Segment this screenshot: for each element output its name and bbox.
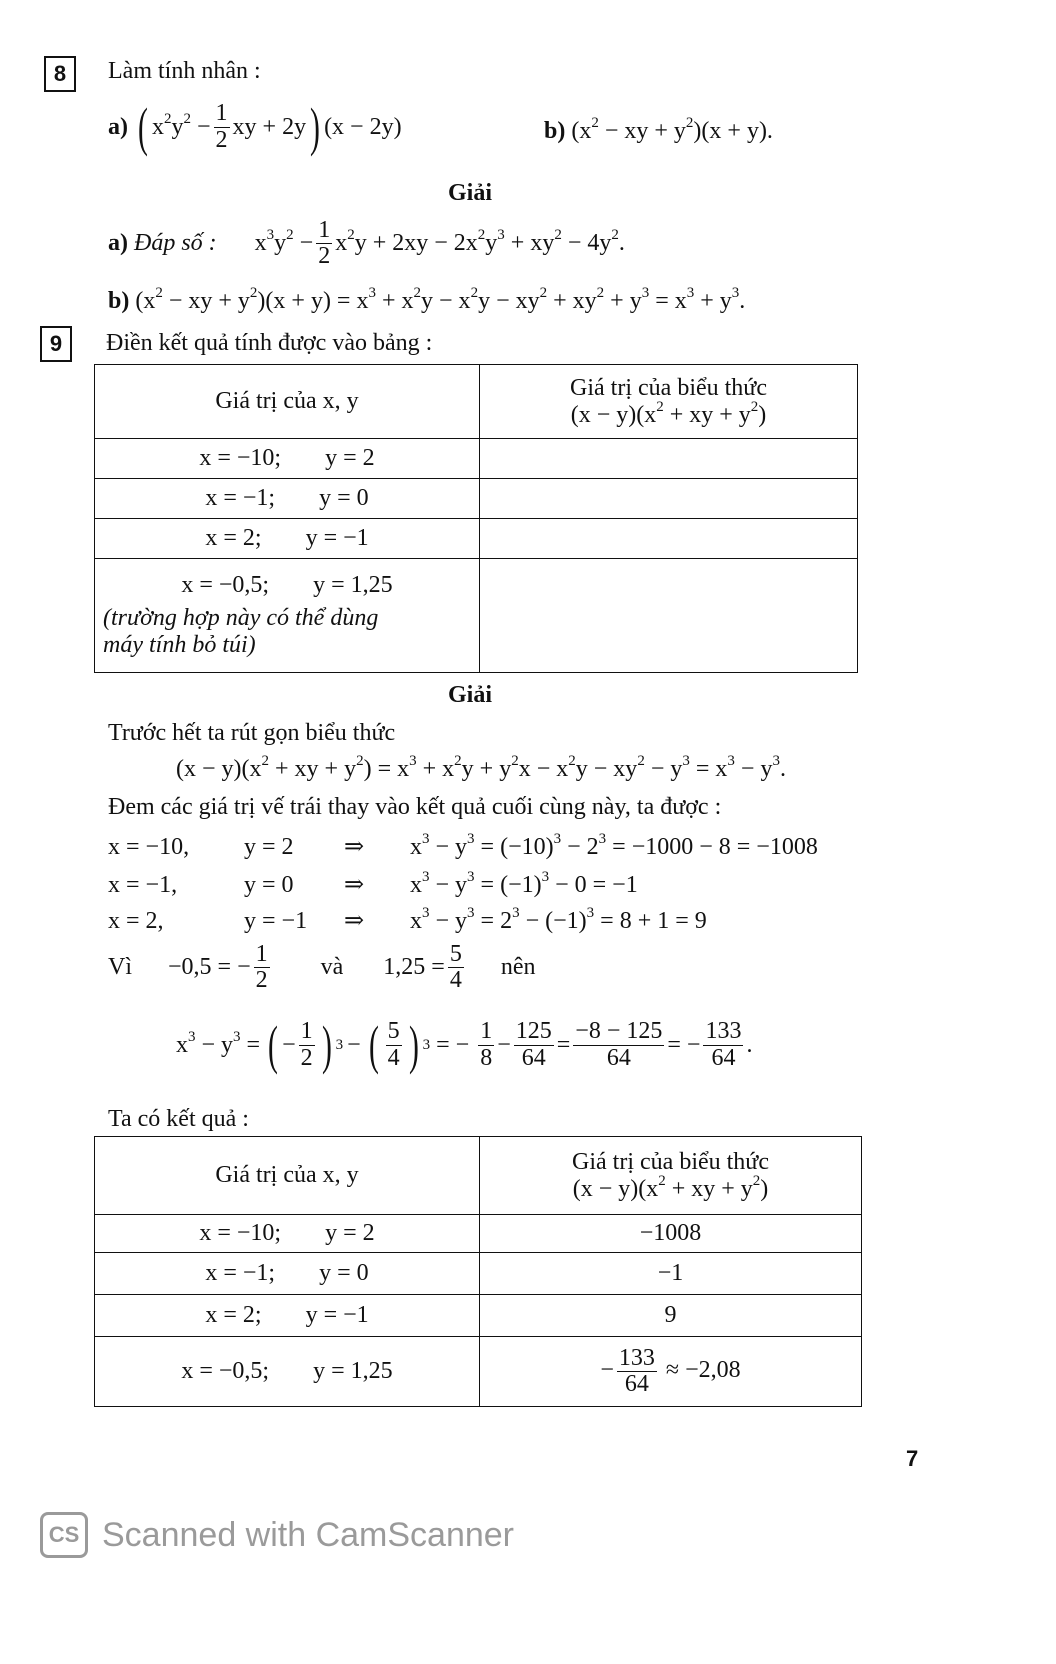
fraction-one-half: $\frac{1}{2}$: [215, 100, 228, 153]
intro-text: Trước hết ta rút gọn biểu thức: [108, 720, 396, 746]
calc-row: x = −10, y = 2 ⇒ $x^3 - y^3 = (-10)^3 - 2^3 = -1000 - 8 = -1008$: [108, 831, 818, 860]
solution-heading-8: Giải: [448, 180, 493, 206]
result-intro: Ta có kết quả :: [108, 1106, 249, 1132]
expr-a-pre: $x^2y^2$ −: [151, 110, 211, 140]
exercise-8-part-a: a) ( $x^2y^2$ − $\frac{1}{2}$ xy + 2y ) (x − 2y): [108, 97, 402, 157]
empty-cell[interactable]: [480, 479, 858, 519]
table-row: x = −0,5; y = 1,25 − $\frac{133}{64}$ ≈ −2,08: [95, 1337, 862, 1407]
answer-8b: b) ($x^2$ − xy + $y^2)(x + y) = x^3 + x^2y - x^2y - xy^2 + xy^2 + y^3 = x^3 + y^3$.: [108, 285, 746, 314]
calc-row: x = −1, y = 0 ⇒ $x^3 - y^3 = (-1)^3 - 0 = -1$: [108, 869, 638, 898]
empty-cell[interactable]: [480, 559, 858, 673]
table-row: x = 2; y = −1: [95, 519, 858, 559]
left-paren: (: [138, 97, 148, 157]
table-row: x = −10; y = 2 −1008: [95, 1215, 862, 1253]
table-header-row: Giá trị của x, y Giá trị của biểu thức $(x - y)(x^2$ + xy + $y^2$): [95, 1137, 862, 1215]
exercise-number-8: 8: [44, 56, 76, 92]
since-line: Vì −0,5 = − $\frac{1}{2}$ và 1,25 = $\frac{5}{4}$ nên: [108, 941, 536, 994]
empty-cell[interactable]: [480, 519, 858, 559]
exercise-9-result-table: [94, 1136, 862, 1407]
final-computation: $x^3 - y^3$ = ( − $\frac{1}{2}$ ) 3 − ( $\frac{5}{4}$ ) 3 = − $\frac{1}{8}$ − $\frac{125}{64}$ = $\frac{-8 - 125}{64}$ = − $\frac{133}{64}$ .: [176, 1015, 753, 1075]
table-header-row: Giá trị của x, y Giá trị của biểu thức $(x - y)(x^2$ + xy + $y^2$): [95, 365, 858, 439]
table-row: x = −10; y = 2: [95, 439, 858, 479]
substitute-intro: Đem các giá trị vế trái thay vào kết quả cuối cùng này, ta được :: [108, 794, 722, 820]
simplified-expression: $(x - y)(x^2$ + xy + $y^2) = x^3 + x^2y + y^2x - x^2y - xy^2 - y^3 = x^3 - y^3$.: [176, 753, 786, 782]
exercise-9-table-empty: [94, 364, 858, 673]
table-row: x = 2; y = −1 9: [95, 1295, 862, 1337]
answer-8a: a) Đáp số : $x^3y^2$ − $\frac{1}{2}$ $x^2y + 2xy - 2x^2y^3 + xy^2 - 4y^2$.: [108, 217, 625, 270]
right-paren: ): [310, 97, 321, 157]
calculator-note: (trường hợp này có thể dùng: [103, 605, 379, 631]
exercise-8-title: Làm tính nhân :: [108, 58, 261, 84]
calc-row: x = 2, y = −1 ⇒ $x^3 - y^3 = 2^3 - (-1)^3 = 8 + 1 = 9$: [108, 905, 707, 934]
solution-heading-9: Giải: [448, 682, 493, 708]
table-row: x = −1; y = 0 −1: [95, 1253, 862, 1295]
exercise-8-part-b: b) ($x^2$ − xy + $y^2)(x + y)$.: [544, 115, 773, 144]
camscanner-watermark: CS Scanned with CamScanner: [40, 1512, 514, 1558]
empty-cell[interactable]: [480, 439, 858, 479]
page-number: 7: [906, 1446, 919, 1471]
table-row: x = −1; y = 0: [95, 479, 858, 519]
exercise-9-title: Điền kết quả tính được vào bảng :: [106, 330, 433, 356]
table-row: x = −0,5; y = 1,25 (trường hợp này có thể dùng máy tính bỏ túi): [95, 559, 858, 673]
exercise-number-9: 9: [40, 326, 72, 362]
camscanner-logo-icon: CS: [40, 1512, 88, 1558]
